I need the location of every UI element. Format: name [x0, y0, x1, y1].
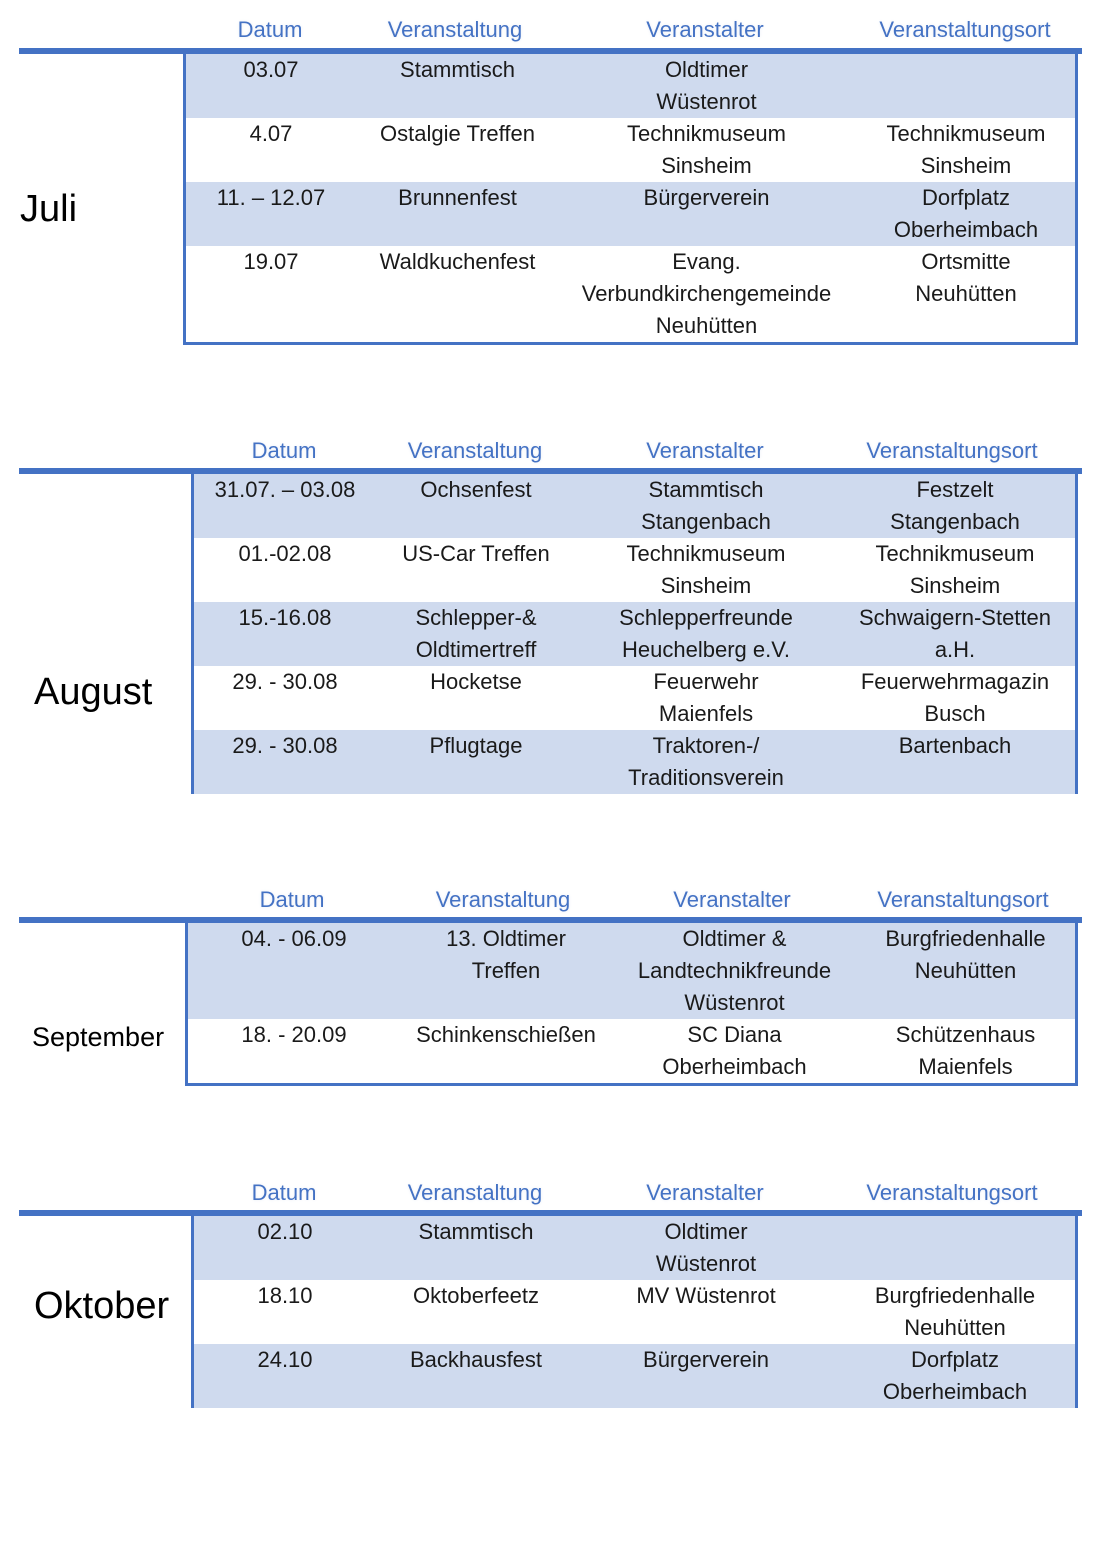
cell-ort: Burgfriedenhalle Neuhütten — [885, 926, 1046, 983]
cell-ort: Ortsmitte Neuhütten — [915, 249, 1017, 306]
cell-ort: Bartenbach — [898, 733, 1012, 758]
header-datum-label: Datum — [259, 887, 325, 912]
cell-ort: Feuerwehrmagazin Busch — [860, 669, 1050, 726]
header-veranstaltungsort — [842, 431, 1062, 471]
table-row — [188, 1019, 1075, 1083]
cell-ort: Dorfplatz Oberheimbach — [882, 1347, 1028, 1404]
cell-veranstalter: Traktoren-/ Traditionsverein — [628, 733, 784, 790]
events-table — [185, 923, 1078, 1086]
table-row — [194, 730, 1075, 794]
header-datum — [210, 10, 330, 50]
cell-datum: 03.07 — [243, 57, 299, 82]
cell-veranstaltung: Stammtisch — [400, 57, 515, 82]
cell-datum: 19.07 — [243, 249, 299, 274]
cell-veranstalter: Technikmuseum Sinsheim — [627, 121, 786, 178]
cell-ort: Technikmuseum Sinsheim — [875, 541, 1035, 598]
table-row — [194, 1344, 1075, 1408]
cell-veranstalter: Stammtisch Stangenbach — [641, 477, 771, 534]
table-row — [186, 182, 1075, 246]
header-datum-label: Datum — [251, 1180, 317, 1205]
header-veranstaltungsort-label: Veranstaltungsort — [879, 17, 1051, 42]
cell-veranstaltung: Schinkenschießen — [416, 1022, 596, 1047]
header-veranstaltung — [408, 880, 598, 920]
header-veranstaltungsort — [853, 880, 1073, 920]
cell-veranstaltung: Hocketse — [430, 669, 522, 694]
cell-datum: 31.07. – 03.08 — [214, 477, 356, 502]
cell-veranstalter: Schlepperfreunde Heuchelberg e.V. — [619, 605, 793, 662]
events-table — [191, 474, 1078, 794]
header-veranstalter — [610, 1173, 800, 1213]
cell-datum: 18. - 20.09 — [241, 1022, 347, 1047]
header-veranstaltung-label: Veranstaltung — [435, 887, 571, 912]
header-datum-label: Datum — [237, 17, 303, 42]
header-veranstalter-label: Veranstalter — [673, 887, 791, 912]
cell-veranstaltung: Brunnenfest — [398, 185, 517, 210]
month-label: Juli — [20, 188, 78, 230]
header-veranstaltung-label: Veranstaltung — [407, 438, 543, 463]
cell-ort: Dorfplatz Oberheimbach — [893, 185, 1039, 242]
cell-veranstalter: Bürgerverein — [643, 185, 770, 210]
cell-veranstaltung: Ochsenfest — [420, 477, 532, 502]
cell-veranstalter: SC Diana Oberheimbach — [662, 1022, 807, 1079]
month-label: August — [34, 671, 153, 713]
header-veranstaltungsort-label: Veranstaltungsort — [866, 438, 1038, 463]
table-row — [194, 538, 1075, 602]
cell-ort: Festzelt Stangenbach — [890, 477, 1020, 534]
cell-veranstalter: MV Wüstenrot — [636, 1283, 776, 1308]
header-veranstaltungsort-label: Veranstaltungsort — [877, 887, 1049, 912]
header-datum-label: Datum — [251, 438, 317, 463]
header-veranstaltungsort — [855, 10, 1075, 50]
table-row — [194, 1216, 1075, 1280]
cell-veranstaltung: Backhausfest — [409, 1347, 543, 1372]
header-veranstalter — [610, 10, 800, 50]
table-row — [194, 666, 1075, 730]
cell-veranstaltung: Ostalgie Treffen — [380, 121, 535, 146]
header-veranstalter-label: Veranstalter — [646, 17, 764, 42]
header-veranstaltung-label: Veranstaltung — [407, 1180, 543, 1205]
month-label: Oktober — [34, 1285, 170, 1327]
cell-veranstaltung: 13. Oldtimer Treffen — [446, 926, 566, 983]
header-datum — [224, 1173, 344, 1213]
header-veranstaltung — [380, 431, 570, 471]
events-table — [183, 54, 1078, 345]
cell-datum: 11. – 12.07 — [216, 185, 326, 210]
cell-veranstalter: Technikmuseum Sinsheim — [626, 541, 786, 598]
events-table — [191, 1216, 1078, 1408]
cell-datum: 29. - 30.08 — [232, 669, 338, 694]
cell-veranstalter: Oldtimer Wüstenrot — [655, 1219, 757, 1276]
table-row — [186, 54, 1075, 118]
table-row — [188, 923, 1075, 1019]
table-row — [194, 602, 1075, 666]
cell-ort: Burgfriedenhalle Neuhütten — [874, 1283, 1036, 1340]
table-row — [186, 246, 1075, 342]
header-veranstaltungsort — [842, 1173, 1062, 1213]
cell-datum: 01.-02.08 — [238, 541, 332, 566]
cell-ort: Schwaigern-Stetten a.H. — [859, 605, 1051, 662]
cell-veranstalter: Feuerwehr Maienfels — [653, 669, 759, 726]
cell-veranstalter: Bürgerverein — [643, 1347, 769, 1372]
cell-datum: 18.10 — [257, 1283, 313, 1308]
cell-datum: 04. - 06.09 — [241, 926, 347, 951]
cell-veranstaltung: Stammtisch — [418, 1219, 534, 1244]
header-veranstalter — [637, 880, 827, 920]
header-veranstaltung — [380, 1173, 570, 1213]
cell-veranstaltung: Schlepper-& Oldtimertreff — [415, 605, 537, 662]
table-row — [186, 118, 1075, 182]
cell-veranstaltung: Waldkuchenfest — [379, 249, 536, 274]
header-datum — [224, 431, 344, 471]
cell-datum: 02.10 — [257, 1219, 313, 1244]
header-veranstalter-label: Veranstalter — [646, 1180, 764, 1205]
table-row — [194, 1280, 1075, 1344]
header-datum — [232, 880, 352, 920]
cell-veranstalter: Evang. Verbundkirchengemeinde Neuhütten — [581, 249, 832, 338]
table-row — [194, 474, 1075, 538]
header-veranstaltungsort-label: Veranstaltungsort — [866, 1180, 1038, 1205]
header-veranstaltung-label: Veranstaltung — [387, 17, 523, 42]
header-veranstalter — [610, 431, 800, 471]
cell-ort: Schützenhaus Maienfels — [895, 1022, 1036, 1079]
cell-datum: 24.10 — [257, 1347, 313, 1372]
header-veranstaltung — [360, 10, 550, 50]
cell-veranstalter: Oldtimer Wüstenrot — [656, 57, 757, 114]
cell-datum: 15.-16.08 — [238, 605, 332, 630]
cell-veranstaltung: Oktoberfeetz — [413, 1283, 539, 1308]
cell-veranstaltung: Pflugtage — [429, 733, 523, 758]
cell-ort: Technikmuseum Sinsheim — [886, 121, 1046, 178]
cell-veranstaltung: US-Car Treffen — [402, 541, 550, 566]
month-label: September — [32, 1022, 165, 1052]
cell-datum: 4.07 — [249, 121, 293, 146]
cell-datum: 29. - 30.08 — [232, 733, 338, 758]
cell-veranstalter: Oldtimer & Landtechnikfreunde Wüstenrot — [637, 926, 832, 1015]
header-veranstalter-label: Veranstalter — [646, 438, 764, 463]
